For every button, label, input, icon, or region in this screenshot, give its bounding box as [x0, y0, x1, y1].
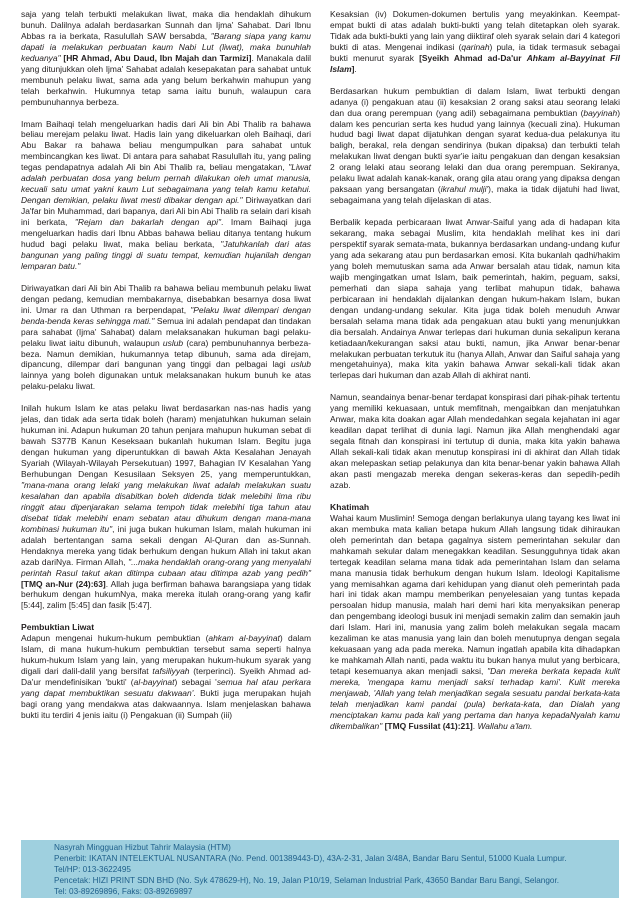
body-paragraph [21, 403, 311, 611]
publication-footer [21, 840, 619, 898]
left-column [21, 9, 311, 732]
body-paragraph [330, 513, 620, 732]
footer-printer: Pencetak: HIZI PRINT SDN BHD (No. Syk 478629-H), No. 19, Jalan P10/19, Selaman Industrial Park, 43650 Bandar Baru Bangi, Selangor. [54, 875, 560, 885]
paragraph-text: . Allah juga berfirman bahawa barangsiapa yang tidak berhukum dengan hukumNya, maka mereka itulah orang-orang yang kafir [5:44], zalim [5:45] dan fasik [5:47]. [21, 578, 311, 611]
quoted-text: tafsiliyyah [152, 666, 190, 677]
right-column [330, 9, 620, 743]
paragraph-text: . [472, 720, 478, 731]
body-paragraph [21, 633, 311, 721]
body-paragraph [21, 283, 311, 393]
paragraph-text: . Bukti juga merupakan hujah bagi orang yang mendakwa atas dakwaannya. Islam menjelaskan bahawa bukti itu terdiri 4 jenis iaitu (i) Pengakuan (ii) Sumpah (iii) [21, 688, 311, 720]
citation-text: [TMQ Fussilat (41):21] [384, 720, 473, 731]
section-heading: Khatimah [330, 501, 370, 512]
citation-text: [TMQ an-Nur (24):63] [21, 578, 106, 589]
section-heading: Pembuktian Liwat [21, 622, 95, 633]
quoted-text: "mana-mana orang lelaki yang melakukan liwat adalah melakukan suatu kesalahan dan apabila disabitkan boleh didenda tidak melebihi lima ribu ringgit atau dipenjarakan selama tempoh tidak melebihi tiga tahun atau disebat tidak melebihi enam sebatan atau dihukum dengan mana-mana kombinasi hukuman itu" [21, 479, 311, 534]
quoted-text: uslub [290, 359, 311, 370]
quoted-text: "Pelaku liwat dilempari dengan benda-benda keras sehingga mati." [21, 304, 311, 326]
paragraph-text: ), maka ia tidak dijatuhi had liwat, sebagaimana yang telah dijelaskan di atas. [330, 184, 621, 206]
quoted-text: qarinah [461, 41, 490, 52]
paragraph-text: saja yang telah terbukti melakukan liwat, maka dia hendaklah dihukum bunuh. Dalilnya adalah berdasarkan Sunnah dan Ijma' Sahabat. Dari Ibnu Abbas ra ia berkata, Rasulullah SAW bersabda, [21, 9, 311, 41]
paragraph-text: , ini juga bukan hukuman Islam, malah hukuman ini adalah bertentangan sama sekali dengan Al-Quran dan as-Sunnah. Hendaknya mereka yang tidak berhukum dengan hukum Allah ini takut akan azab dariNya. Firman Allah, [21, 523, 312, 567]
quoted-text: "Liwat adalah perbuatan dosa yang belum pernah dilakukan oleh umat manusia, kecuali satu umat yakni kaum Lut sebagaimana yang telah kamu ketahui. Dengan demikian, pelaku liwat mesti dibakar dengan api." [21, 162, 311, 206]
body-paragraph [330, 9, 620, 75]
paragraph-text: . Manakala dalil yang ditunjukkan oleh Ijma' Sahabat adalah kesepakatan para sahabat untuk membunuh pelaku liwat, sama ada yang belum berkahwin mahupun yang telah berkahwin. Hukumnya tetap sama iaitu bunuh, walaupun cara pembunuhannya berbeza. [21, 52, 311, 107]
quoted-text: Ahkam al-Bayyinat Fil Islam [330, 52, 620, 74]
quoted-text: "Barang siapa yang kamu dapati ia melakukan perbuatan kaum Nabi Lut (liwat), maka bunuhlah keduanya" [21, 30, 311, 63]
quoted-text: "Dan mereka berkata kepada kulit mereka, 'mengapa kamu menjadi saksi terhadap kami'. Kulit mereka menjawab, 'Allah yang telah menjadikan segala sesuatu pandai berkata-kata telah menjadikan kami pandai (pula) berkata-kata, dan Dialah yang menciptakan kamu pada kali yang pertama dan hanya kepadaNyalah kamu dikembalikan" [330, 666, 620, 731]
body-paragraph [21, 9, 311, 108]
footer-title: Nasyrah Mingguan Hizbut Tahrir Malaysia (HTM) [54, 843, 231, 852]
quoted-text: ahkam al-bayyinat [208, 633, 280, 644]
citation-text: [Syeikh Ahmad ad-Da'ur [419, 52, 527, 63]
paragraph-text: Kesaksian (iv) Dokumen-dokumen bertulis yang meyakinkan. Keempat-empat bukti di atas adalah bukti-bukti yang telah ditetapkan oleh syarak. Tidak ada bukti-bukti yang lain yang diiktiraf oleh syarak selain dari 4 kategori bukti di atas. Mengenai indikasi ( [330, 9, 620, 52]
footer-printer-phone: Tel: 03-89269896, Faks: 03-89269897 [54, 886, 193, 896]
paragraph-text: Namun, seandainya benar-benar terdapat konspirasi dari pihak-pihak tertentu yang memiliki kekuasaan, untuk memfitnah, mengaibkan dan menjatuhkan Anwar, maka kita doakan agar Allah mendedahkan segala kejahatan ini agar keadilan dapat terlihat di dunia lagi. Namun jika Allah menghendaki agar segala fitnah dan konspirasi ini tertutup di dunia, maka kita yakin bahawa Allah sekali-kali tidak akan menutup konspirasi ini di akhirat dan Allah tidak akan melepaskan setiap pelakunya dan kita benar-benar yakin bahawa Allah akan pasti mengazab mereka dengan sekeras-keras dan sepedih-pedih azab. [330, 392, 620, 490]
quoted-text: "Rejam dan bakarlah dengan api" [74, 217, 222, 228]
quoted-text: Wallahu a'lam. [477, 720, 533, 731]
paragraph-text: Semua ini adalah pendapat dan tindakan para sahabat (Ijma' Sahabat) dalam melaksanakan hukuman bagi pelaku-pelaku liwat iaitu dibunuh, walaupun [21, 315, 311, 348]
quoted-text: "Jatuhkanlah dari atas bangunan yang paling tinggi di suatu tempat, kemudian hujanilah dengan lemparan batu." [21, 239, 311, 271]
paragraph-text: (cara) pembunuhannya berbeza-beza. Namun demikian, hukumannya tetap dibunuh, sama ada direjam, dipancung, dilempar dari bangunan yang tinggi dan pelbagai lagi [21, 337, 311, 370]
paragraph-text: Berdasarkan hukum pembuktian di dalam Islam, liwat terbukti dengan adanya (i) pengakuan atau (ii) kesaksian 2 orang saksi atau seorang lelaki dan dua orang perempuan (yang adil) sebagaimana pembuktian ( [330, 85, 620, 118]
quoted-text: bayyinah [583, 107, 618, 118]
paragraph-text: . Imam Baihaqi juga mengeluarkan hadis dari Ibnu Abbas bahawa beliau ditanya tentang hukum hudud bagi pelaku liwat, maka beliau berkata, [21, 217, 311, 249]
footer-publisher: Penerbit: IKATAN INTELEKTUAL NUSANTARA (No. Pend. 001389443-D), 43A-2-31, Jalan 3/48A, Bandar Baru Sentul, 51000 Kuala Lumpur. [54, 853, 567, 863]
paragraph-text: Wahai kaum Muslimin! Semoga dengan berlakunya ulang tayang kes liwat ini akan membuka mata kalian betapa hukum Allah langsung tidak dihiraukan oleh pemerintah dan betapa gagalnya sistem pemerintahan sekular dan mahkamah sekular dalam menegakkan keadilan. Sesungguhnya tidak akan tertegak keadilan selama mana tidak ada pemerintahan Islam dan selama mana manusia tidak berhukum dengan hukum Islam. Ideologi Kapitalisme yang memisahkan agama dari kehidupan yang dianut oleh pemerintah pada hari ini tidak akan mampu memberikan penyelesaian yang tuntas kepada persoalan hidup manusia, malah hari demi hari kita menyaksikan penerap dan pengembang ideologi busuk ini menjadi semakin zalim dan semakin jauh dari Islam. Hari ini, manusia yang zalim boleh melakukan segala macam kezaliman ke atas manusia yang lain dan boleh menutupnya dengan segala kekuasaan yang ada pada mereka. Namun ingatlah apabila kita dihadapkan ke mahkamah Allah nanti, pada waktu itu bukan hanya mulut yang berbicara, tetapi kesemuanya akan menjadi saksi, [330, 512, 620, 677]
citation-text: [HR Ahmad, Abu Daud, Ibn Majah dan Tarmizi] [63, 52, 252, 63]
paragraph-text: . [354, 63, 357, 74]
paragraph-text: Diriwayatkan dari Ja'far bin Muhammad, dari bapanya, dari Ali bin Abi Thalib ra selain dari kisah ini berkata, [21, 195, 312, 228]
paragraph-text: ) pula, ia tidak termasuk sebagai bukti menurut syarak [330, 41, 620, 63]
quoted-text: "...maka hendaklah orang-orang yang menyalahi perintah Rasul takut akan ditimpa cubaan atau ditimpa azab yang pedih" [21, 556, 311, 578]
quoted-text: al-bayyinat [133, 677, 175, 688]
paragraph-text: ) dalam Islam, di mana hukum-hukum pembuktian tersebut sama seperti halnya hukum-hukum Islam yang lain, yang merupakan hukum-hukum syarak yang digali dari dalil-dalil yang bersifat [21, 633, 311, 677]
quoted-text: uslub [162, 337, 184, 348]
quoted-text: semua hal atau perkara yang dapat membuktikan sesuatu dakwaan' [21, 677, 312, 699]
body-paragraph [330, 217, 620, 381]
body-paragraph [330, 86, 620, 206]
paragraph-text: Imam Baihaqi telah mengeluarkan hadis dari Ali bin Abi Thalib ra bahawa beliau merejam pelaku liwat. Hadis lain yang dikeluarkan oleh Baihaqi, dari Abu Bakar ra bahawa beliau mengumpulkan para sahabat untuk membincangkan kes liwat. Di antara para sahabat Rasulullah itu, yang paling tegas pendapatnya adalah Ali bin Abi Thalib ra, beliau mengatakan, [21, 118, 311, 173]
paragraph-text: lainnya yang boleh digunakan untuk melaksanakan hukum bunuh ke atas pelaku-pelaku liwat. [21, 370, 311, 392]
paragraph-text: Diriwayatkan dari Ali bin Abi Thalib ra bahawa beliau membunuh pelaku liwat dengan pedang, kemudian membakarnya, disebabkan besarnya dosa liwat ini. Umar ra dan Uthman ra berpendapat, [21, 282, 311, 315]
footer-publisher-phone: Tel/HP: 013-3622495 [54, 864, 131, 874]
paragraph-text: ) sebagai ' [174, 677, 217, 688]
citation-text: ] [351, 63, 355, 74]
paragraph-text: Adapun mengenai hukum-hukum pembuktian ( [21, 633, 209, 644]
quoted-text: ikrahul mulji' [440, 184, 489, 195]
paragraph-text: (terperinci). Syeikh Ahmad ad-Da'ur mendefinisikan 'bukti' ( [21, 666, 311, 688]
paragraph-text: Berbalik kepada perbicaraan liwat Anwar-Saiful yang ada di hadapan kita sekarang, maka sebagai Muslim, kita hendaklah melihat kes ini dari perspektif syarak semata-mata, bukannya berdasarkan undang-undang kufur yang ada sekarang atau pun berdasarkan emosi. Kita bukanlah qadhi/hakim yang boleh memutuskan sama ada Anwar bersalah atau tidak, namun kita wajib mengingatkan umat Islam, baik pemerintah, hakim, peguam, saksi, pemerhati dan siapa sahaja yang terlibat mahupun tidak, bahawa perbicaraan ini hendaklah dijalankan dengan hukum-hakam Islam, bukan dengan undang-undang sekular. Kita juga tidak boleh menuduh Anwar bersalah selama mana tidak ada pengakuan atau bukti yang menunjukkan dia bersalah. Andainya Anwar terlepas dari hukuman dunia sekalipun kerana ketiadaan/kekurangan saksi atau bukti, namun, jika Anwar benar-benar melakukan perbuatan terkutuk itu (hanya Allah, Anwar dan Saiful sahaja yang mengetahuinya), maka kita yakin bahawa Anwar sekali-kali tidak akan terlepas dari hukuman dan azab Allah di akhirat nanti. [330, 217, 620, 381]
paragraph-text: Inilah hukum Islam ke atas pelaku liwat berdasarkan nas-nas hadis yang jelas, dan tidak ada serta tidak boleh (haram) menjatuhkan hukuman selain hukuman ini. Adapun hukuman 20 tahun penjara mahupun hukuman sebat di bawah S377B Kanun Keseksaan bukanlah hukuman Islam. Begitu juga dengan hukuman yang diperuntukkan di bawah Akta Kesalahan Jenayah Syariah (Wilayah-Wilayah Persekutuan) 1997, Bahagian IV Kesalahan Yang Berhubungan Dengan Kesusilaan Seksyen 25, yang memperuntukkan, [21, 403, 311, 479]
paragraph-text: ) dalam kes pencurian serta kes hudud yang lainnya (kecuali zina). Hukuman hudud bagi liwat dapat dijatuhkan dengan syarat kedua-dua pelakunya itu baligh, berakal, rela dengan sendirinya (bukan dipaksa) dan terbukti telah melakukan liwat dengan bukti syar'ie iaitu pengakuan dan dengan kesaksian 2 orang lelaki atau seorang lelaki dan dua orang perempuan. Sekiranya, pelaku liwat adalah kanak-kanak, orang gila atau orang yang dipaksa dengan paksaan yang bersangatan ( [330, 107, 620, 195]
body-paragraph [330, 392, 620, 491]
body-paragraph [21, 119, 311, 272]
